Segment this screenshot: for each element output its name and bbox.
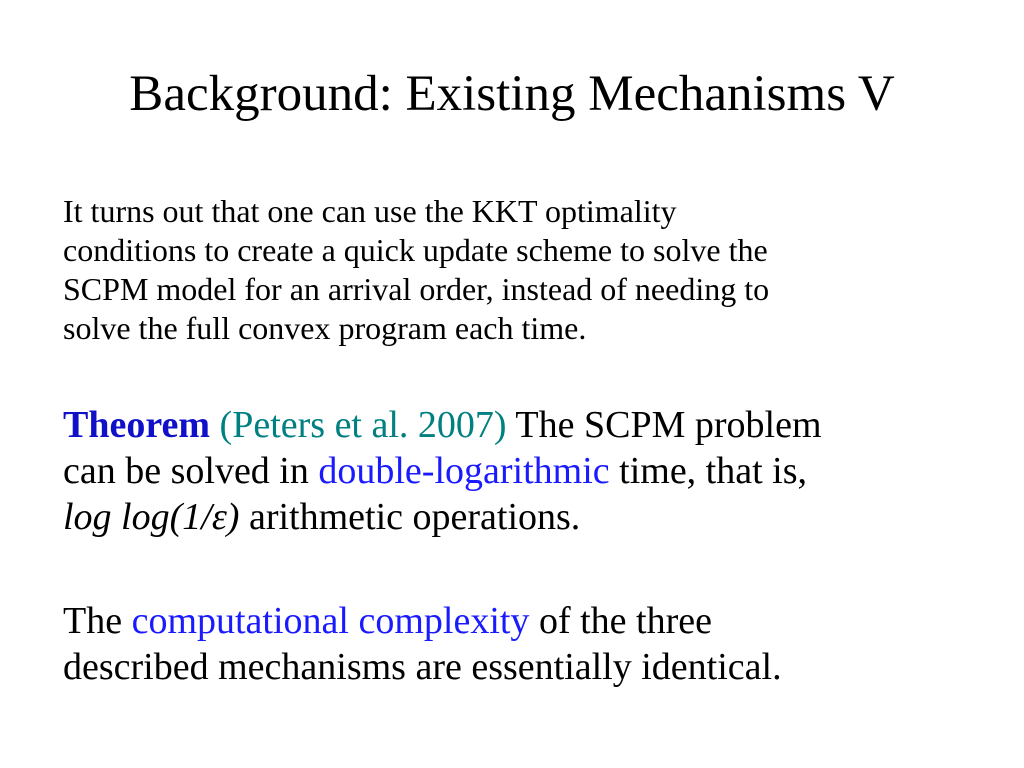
theorem-label: Theorem: [63, 404, 211, 446]
theorem-text: can be solved in: [63, 450, 319, 492]
paragraph-complexity: [63, 598, 993, 690]
theorem-text: The SCPM problem: [506, 404, 822, 446]
highlight-computational-complexity: computational complexity: [131, 600, 530, 642]
paragraph-theorem: [63, 402, 993, 540]
paragraph-line: solve the full convex program each time.: [63, 310, 587, 346]
paragraph-line: SCPM model for an arrival order, instead of needing to: [63, 271, 770, 307]
theorem-citation: (Peters et al. 2007): [219, 404, 507, 446]
paragraph-kkt-update: [63, 192, 963, 348]
complexity-formula: log log(1/ε): [63, 496, 240, 538]
complexity-text: of the three: [529, 600, 712, 642]
paragraph-line: It turns out that one can use the KKT optimality: [63, 193, 677, 229]
complexity-text: described mechanisms are essentially identical.: [63, 646, 782, 688]
theorem-text: arithmetic operations.: [239, 496, 581, 538]
paragraph-line: conditions to create a quick update scheme to solve the: [63, 232, 768, 268]
complexity-text: The: [63, 600, 132, 642]
slide-title: Background: Existing Mechanisms V: [129, 66, 895, 122]
theorem-text: time, that is,: [609, 450, 808, 492]
highlight-double-logarithmic: double-logarithmic: [318, 450, 610, 492]
